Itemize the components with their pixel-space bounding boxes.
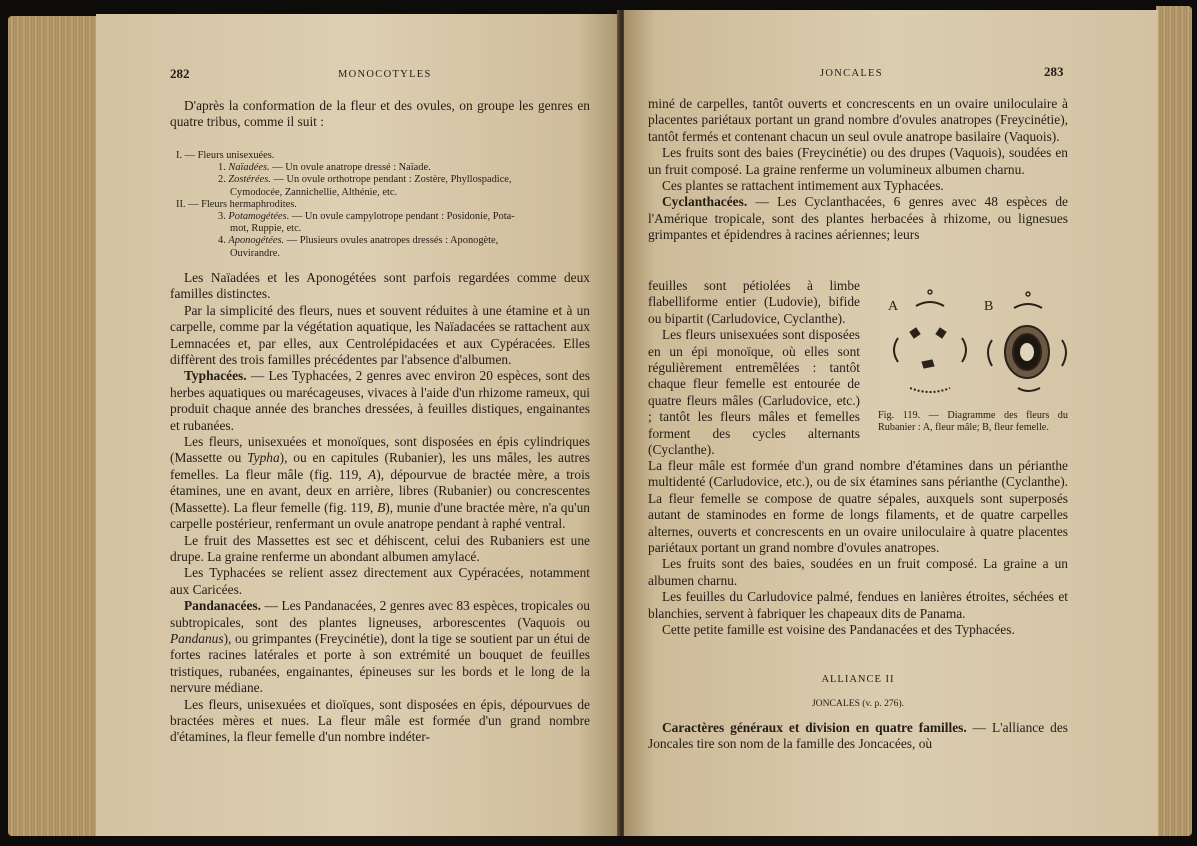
paragraph-fleur-male (648, 458, 1068, 556)
r8-text: Les feuilles du Carludovice palmé, fendues en lanières étroites, séchées et blanchies, servent à fabriquer les chapeaux dits de Panama. (648, 589, 1068, 621)
cyclan-text: — Les Cyclanthacées, 6 genres avec 48 espèces de l'Amérique tropicale, sont des plantes herbacées à rhizome, ou lignesues grimpantes et épidendres à racines aériennes; leurs (648, 194, 1068, 243)
paragraph-voisine (648, 622, 1068, 638)
left-folio: 282 (170, 66, 190, 81)
paragraph-simplicite (170, 303, 590, 369)
male-flower-diagram (894, 290, 966, 392)
p4d: ), munie d'une bractée mère, n'a qu'un carpelle postérieur, renfermant un ovule anatrope pendant à raphé ventral. (170, 499, 590, 532)
paragraph-carpelles (648, 96, 1068, 145)
list-item-4-cont: Ouvirandre. (230, 247, 280, 259)
right-folio: 283 (1044, 64, 1064, 79)
alliance-heading: ALLIANCE II (821, 674, 895, 685)
p4a: Les fleurs, unisexuées et monoïques, sont disposées en épis cylindriques (Massette ou (170, 434, 590, 466)
list-group-2: II. — Fleurs hermaphrodites. (176, 198, 297, 210)
p4-b: B (377, 499, 386, 515)
figure-119-caption: Fig. 119. — Diagramme des fleurs du Rubanier : A, fleur mâle; B, fleur femelle. (878, 410, 1068, 433)
female-flower-diagram (988, 292, 1066, 391)
right-running-head: JONCALES (820, 68, 883, 79)
list-item-3-cont: mot, Ruppie, etc. (230, 223, 302, 235)
p4b: ), ou en capitules (Rubanier), les uns mâles, les autres femelles. La fleur mâle (fig. 119, (170, 450, 590, 482)
tribes-list (176, 150, 594, 260)
left-page-edges (8, 16, 100, 836)
list-group-1: I. — Fleurs unisexuées. (176, 150, 275, 161)
list-num: 1. (218, 162, 226, 174)
list-item-2-cont: Cymodocée, Zannichellie, Althénie, etc. (230, 186, 398, 198)
joncales-reference: JONCALES (v. p. 276). (811, 698, 905, 709)
pandan-a: — Les Pandanacées, 2 genres avec 83 espèces, tropicales ou subtropicales, sont des plantes ligneuses, arborescentes (Vaquois ou (170, 598, 590, 630)
r6-text: La fleur mâle est formée d'un grand nombre d'étamines dans un périanthe multidenté (Carludovice, etc.), ou de six étamines sans périanthe (Cyclanthe). La fleur femelle se compose de quatre sépales, auxquels sont superposés autant de staminodes en forme de longs filaments, et de quatre carpelles alternes, ouverts et concrescents en un ovaire uniloculaire à quatre placentes pariétaux portant un grand nombre d'ovules anatropes. (648, 458, 1068, 556)
paragraph-fruits-composes (648, 556, 1068, 589)
list-text: — Un ovule orthotrope pendant : Zostère, Phyllospadice, (273, 174, 512, 186)
list-name: Zostérées. (228, 174, 271, 186)
p6-text: Les Typhacées se relient assez directement aux Cypéracées, notamment aux Caricées. (170, 565, 590, 597)
list-item-4 (176, 235, 594, 247)
left-page (96, 14, 619, 836)
list-text: — Plusieurs ovules anatropes dressés : Aponogète, (286, 235, 499, 247)
paragraph-rattachent (648, 178, 1068, 194)
r5-text: Les fleurs unisexuées sont disposées en un épi monoïque, où elles sont régulièrement entremêlées : tantôt chaque fleur femelle est entourée de quatre fleurs mâles (Carludovice, etc.) ; tantôt les fleurs mâles et femelles forment des cycles alternants (Cyclanthe). (648, 327, 860, 458)
section-heading-typhacees: Typhacées. (184, 368, 247, 384)
p5-text: Le fruit des Massettes est sec et déhiscent, celui des Rubaniers est une drupe. La graine renferme un abondant albumen amylacé. (170, 532, 590, 564)
p4-typha: Typha (247, 450, 280, 466)
r7-text: Les fruits sont des baies, soudées en un fruit composé. La graine a un albumen charnu. (648, 556, 1068, 588)
r4-text: feuilles sont pétiolées à limbe flabelliforme entier (Ludovie), bifide ou bipartit (Carludovice, Cyclanthe). (648, 278, 860, 326)
figure-label-a: A (888, 299, 899, 314)
section-heading-pandanacees: Pandanacées. (184, 598, 261, 614)
paragraph-fruit (170, 533, 590, 566)
paragraph-fleurs-pandan (170, 697, 590, 746)
paragraph-cyclanthacees (648, 194, 1068, 243)
pandan-italic: Pandanus (170, 630, 224, 646)
r3-text: Ces plantes se rattachent intimement aux Typhacées. (662, 178, 944, 194)
right-body-top (648, 96, 1068, 244)
paragraph-typhacees (170, 368, 590, 434)
p1-text: Les Naïadées et les Aponogétées sont parfois regardées comme deux familles distinctes. (170, 270, 590, 302)
paragraph-pandanacees (170, 598, 590, 696)
list-num: 3. (218, 211, 226, 223)
list-item-1 (176, 162, 594, 174)
right-body-narrow (648, 278, 860, 458)
pandan-b: ), ou grimpantes (Freycinétie), dont la tige se soutient par un étui de fortes racines latérales et porte à son extrémité un bouquet de feuilles tristiques, rubanées, engainantes, épineuses sur les bords et le long de la nervure médiane. (170, 630, 590, 696)
figure-119-diagram (878, 288, 1074, 406)
typha-text: — Les Typhacées, 2 genres avec environ 20 espèces, sont des herbes aquatiques ou marécageuses, vivaces à l'aide d'un rhizome rameux, qui produit chaque année des branches dressées, à feuilles distiques, engainantes et rubanées. (170, 368, 590, 433)
list-item-2 (176, 174, 594, 186)
list-text: — Un ovule campylotrope pendant : Posidonie, Pota- (291, 211, 515, 223)
p4c: ), dépourvue de bractée mère, a trois étamines, une en avant, deux en arrière, libres (Rubanier) ou concrescentes (Massette). La fleur femelle (fig. 119, (170, 466, 590, 515)
section-heading-caracteres: Caractères généraux et division en quatre familles. (662, 720, 967, 735)
intro-text: D'après la conformation de la fleur et des ovules, on groupe les genres en quatre tribus, comme il suit : (170, 98, 590, 130)
right-page (624, 10, 1158, 836)
paragraph-fruits-baies (648, 145, 1068, 178)
list-num: 2. (218, 174, 226, 186)
section-heading-cyclanthacees: Cyclanthacées. (662, 194, 748, 210)
intro-paragraph (170, 98, 590, 131)
right-page-edges (1156, 6, 1192, 836)
paragraph-feuilles (648, 278, 860, 327)
p2-text: Par la simplicité des fleurs, nues et souvent réduites à une étamine et à un carpelle, comme par la végétation aquatique, les Naïadacées se rattachent aux Lemnacées et, par elles, aux Centrolépidacées et aux Cypéracées. Elles diffèrent des trois familles précédentes par l'absence d'albumen. (170, 302, 590, 368)
paragraph-relient (170, 565, 590, 598)
paragraph-naiadees (170, 270, 590, 303)
right-body-bottom (648, 458, 1068, 638)
paragraph-fleurs-typha (170, 434, 590, 532)
paragraph-carludovice (648, 589, 1068, 622)
list-item-3 (176, 211, 594, 223)
paragraph-caracteres (648, 720, 1068, 753)
final-text: — L'alliance des Joncales tire son nom de la famille des Joncacées, où (648, 720, 1068, 752)
left-body (170, 270, 590, 746)
r2-text: Les fruits sont des baies (Freycinétie) ou des drupes (Vaquois), soudées en un fruit composé. La graine renferme un volumineux albumen charnu. (648, 145, 1068, 177)
list-name: Potamogétées. (228, 211, 290, 223)
r1-text: miné de carpelles, tantôt ouverts et concrescents en un ovaire uniloculaire à placentes pariétaux portant un grand nombre d'ovules anatropes (Freycinétie), tantôt fermés et contenant chacun un seul ovule anatrope basilaire (Vaquois). (648, 96, 1068, 144)
list-name: Aponogétées. (228, 235, 285, 247)
paragraph-fleurs-unisexuees (648, 327, 860, 458)
p4-a: A (368, 466, 377, 482)
r9-text: Cette petite famille est voisine des Pandanacées et des Typhacées. (662, 622, 1015, 638)
left-running-head: MONOCOTYLES (338, 69, 432, 80)
list-num: 4. (218, 235, 226, 247)
figure-label-b: B (984, 299, 994, 314)
list-text: — Un ovule anatrope dressé : Naïade. (272, 162, 431, 174)
list-name: Naïadées. (228, 162, 270, 174)
p8-text: Les fleurs, unisexuées et dioïques, sont disposées en épis, dépourvues de bractées mères et nues. La fleur mâle est formée d'un grand nombre d'étamines, la fleur femelle d'un nombre indéter- (170, 696, 590, 745)
